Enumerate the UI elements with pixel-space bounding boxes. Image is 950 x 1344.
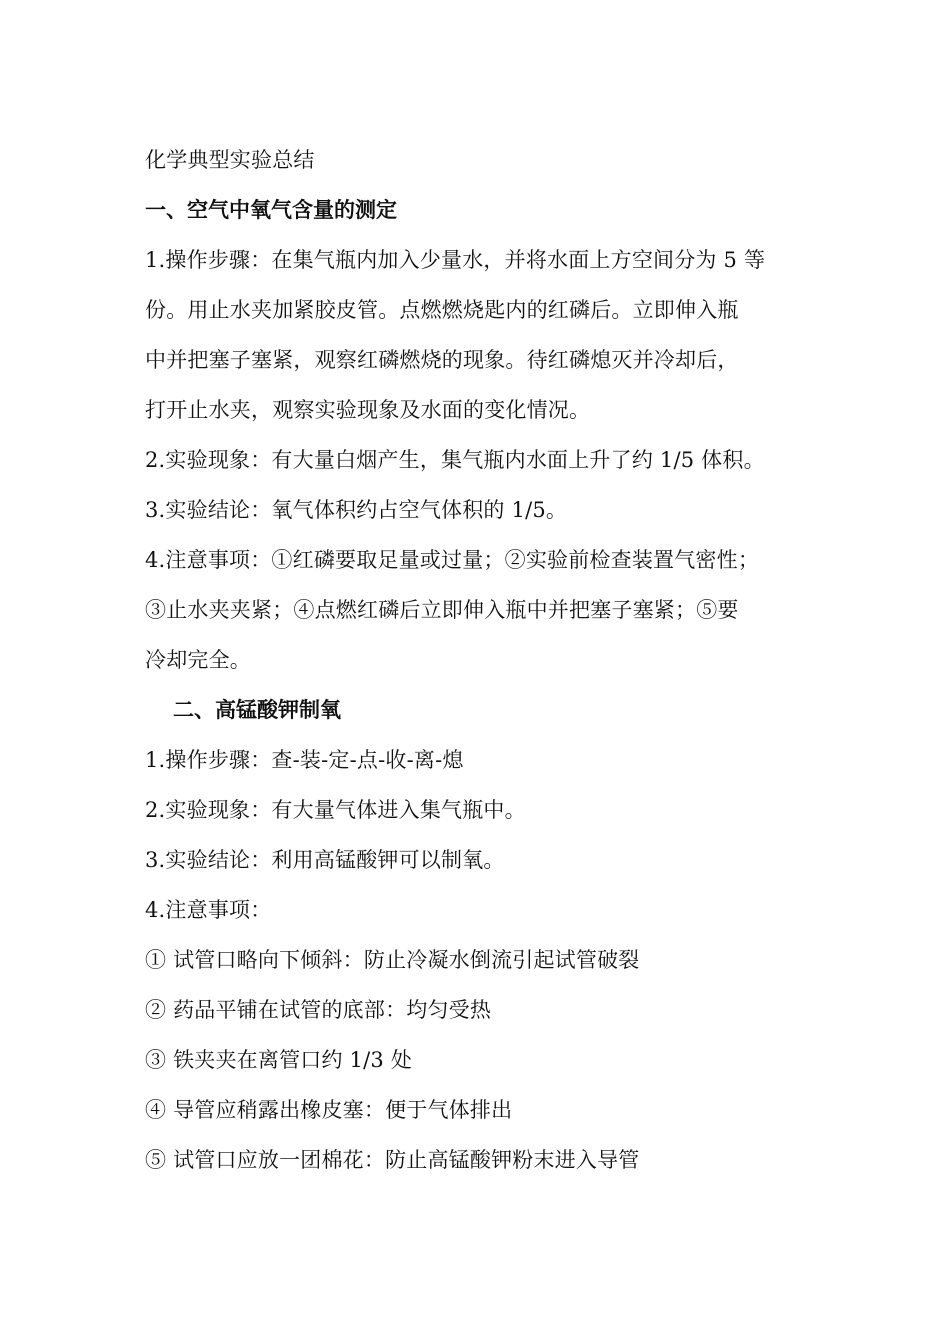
section1-notes-line-2: ③止水夹夹紧；④点燃红磷后立即伸入瓶中并把塞子塞紧；⑤要 [145,598,739,622]
section1-notes-line-1: 4.注意事项：①红磷要取足量或过量；②实验前检查装置气密性； [145,548,760,572]
section2-note-item-4: ④ 导管应稍露出橡皮塞：便于气体排出 [145,1098,513,1122]
section1-step-line-2: 份。用止水夹加紧胶皮管。点燃燃烧匙内的红磷后。立即伸入瓶 [145,298,739,322]
document-title: 化学典型实验总结 [145,148,315,172]
section1-notes-line-3: 冷却完全。 [145,648,251,672]
section1-phenomenon: 2.实验现象：有大量白烟产生，集气瓶内水面上升了约 1/5 体积。 [145,448,765,472]
section1-heading: 一、空气中氧气含量的测定 [145,198,397,222]
section2-steps: 1.操作步骤：查-装-定-点-收-离-熄 [145,748,464,772]
section1-step-line-1: 1.操作步骤：在集气瓶内加入少量水，并将水面上方空间分为 5 等 [145,248,766,272]
section2-notes-label: 4.注意事项： [145,898,272,922]
section2-conclusion: 3.实验结论：利用高锰酸钾可以制氧。 [145,848,505,872]
section2-note-item-1: ① 试管口略向下倾斜：防止冷凝水倒流引起试管破裂 [145,948,640,972]
section1-step-line-3: 中并把塞子塞紧，观察红磷燃烧的现象。待红磷熄灭并冷却后， [145,348,739,372]
section1-conclusion: 3.实验结论：氧气体积约占空气体积的 1/5。 [145,498,568,522]
section2-phenomenon: 2.实验现象：有大量气体进入集气瓶中。 [145,798,526,822]
section2-note-item-3: ③ 铁夹夹在离管口约 1/3 处 [145,1048,413,1072]
section2-note-item-2: ② 药品平铺在试管的底部：均匀受热 [145,998,492,1022]
document-page [145,135,825,1185]
section1-step-line-4: 打开止水夹，观察实验现象及水面的变化情况。 [145,398,591,422]
section2-heading: 二、高锰酸钾制氧 [173,698,341,722]
section2-note-item-5: ⑤ 试管口应放一团棉花：防止高锰酸钾粉末进入导管 [145,1148,640,1172]
